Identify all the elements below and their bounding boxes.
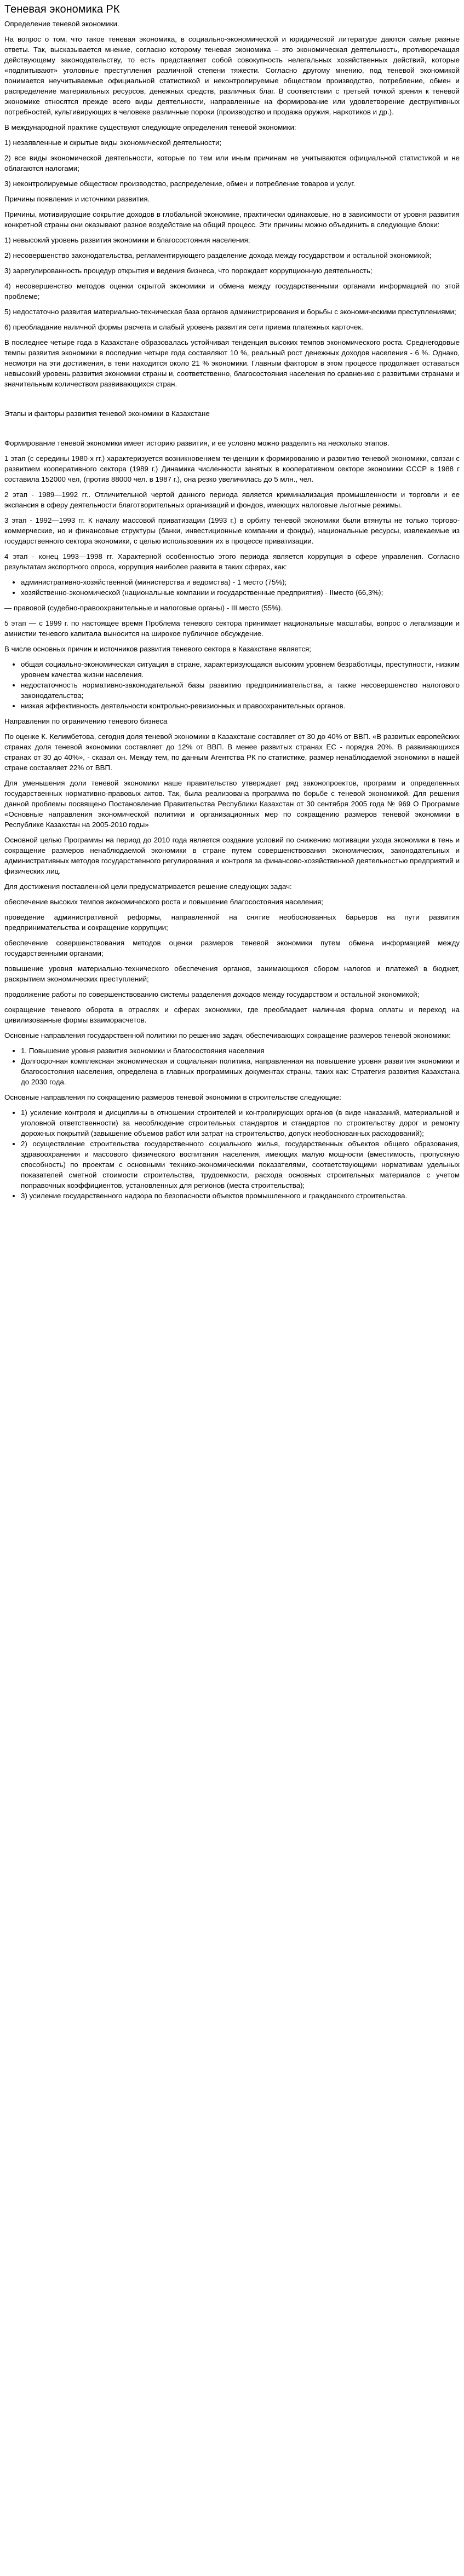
paragraph: 6) преобладание наличной формы расчета и слабый уровень развития сети приема платежных карточек. [4,323,363,331]
bullet-list [4,577,460,598]
paragraph: По оценке К. Келимбетова, сегодня доля теневой экономики в Казахстане составляет от 30 до 40% от ВВП. «В развитых европейских странах доля теневой экономики составляет до 12% от ВВП. В менее развитых странах ЕС - порядка 20%. В развивающихся странах от 30 до 40%», - сказал он. Между тем, по данным Агентства РК по статистике, размер ненаблюдаемой экономики в нашей стране составляет 22% от ВВП. [4,732,460,772]
bullet-list [4,1107,460,1201]
page-title: Теневая экономика РК [4,3,120,15]
paragraph: 1 этап (с середины 1980-х гг.) характеризуется возникновением тенденции к формированию и развитию теневой экономики, связан с развитием кооперативного сектора (1989 г.) Динамика численности занятых в кооперативном секторе экономики СССР в 1988 г составила 152000 чел, (против 88000 чел. в 1987 г.), она резко увеличилась до 5 млн., чел. [4,454,460,483]
paragraph: 2) все виды экономической деятельности, которые по тем или иным причинам не учитываются официальной статистикой и не облагаются налогами; [4,154,460,172]
document [0,0,464,1214]
paragraph: 5) недостаточно развитая материально-техническая база органов администрирования и борьбы с экономическими преступлениями; [4,308,456,316]
paragraph: повышение уровня материально-технического обеспечения органов, занимающихся сбором налогов и платежей в бюджет, раскрытием экономических преступлений; [4,964,460,983]
paragraph: 2 этап - 1989—1992 гг.. Отличительной чертой данного периода является криминализация промышленности и торговли и ее экспансия в сферу деятельности благотворительных организаций и фондов, имеющих налоговые льготные режимы. [4,490,460,509]
paragraph: В последнее четыре года в Казахстане образовалась устойчивая тенденция высоких темпов экономического роста. Среднегодовые темпы развития экономики в последние четыре года составляют 10 %, реальный рост денежных доходов населения - 6 %. Однако, несмотря на эти достижения, в тени находится около 21 % экономики. Главным фактором в этом процессе продолжает оставаться невысокий уровень развития экономики страны и, соответственно, благосостояния населения по сравнению с развитыми странами и значительным количеством развивающихся стран. [4,338,460,388]
paragraph: Определение теневой экономики. [4,20,119,28]
paragraph: обеспечение высоких темпов экономического роста и повышение благосостояния населения; [4,898,323,906]
paragraph: Основные направления государственной политики по решению задач, обеспечивающих сокращение размеров теневой экономики: [4,1031,451,1039]
paragraph: 1) невысокий уровень развития экономики и благосостояния населения; [4,236,250,244]
paragraph: 4 этап - конец 1993—1998 гг. Характерной особенностью этого периода является коррупция в сфере управления. Согласно результатам экспортного опроса, коррупция наиболее развита в таких сферах, как: [4,552,460,571]
spacer [4,424,460,438]
list-item: • 3) усиление государственного надзора по безопасности объектов промышленного и гражданского строительства. [21,1191,460,1201]
paragraph: сокращение теневого оборота в отраслях и сферах экономики, где преобладает наличная форма оплаты и переход на цивилизованные формы взаиморасчетов. [4,1006,460,1024]
paragraph: Основные направления по сокращению размеров теневой экономики в строительстве следующие: [4,1093,341,1101]
list-item: • низкая эффективность деятельности контрольно-ревизионных и правоохранительных органов. [21,701,460,711]
paragraph: 3) зарегулированность процедур открытия и ведения бизнеса, что порождает коррупционную деятельность; [4,267,373,275]
bullet-list [4,659,460,711]
list-item: • хозяйственно-экономической (национальные компании и государственные предприятия) - IIместо (66,3%); [21,587,460,598]
paragraph: 2) несовершенство законодательства, регламентирующего разделение дохода между государством и остальной экономикой; [4,251,432,259]
paragraph: На вопрос о том, что такое теневая экономика, в социально-экономической и юридической литературе даются самые разные ответы. Так, высказывается мнение, согласно которому теневая экономика – это экономическая деятельность, противоречащая действующему законодательству, то есть представляет собой совокупность нелегальных хозяйственных действий, которые «подпитывают» уголовные преступления различной степени тяжести. Согласно другому мнению, под теневой экономикой понимается неучитываемые официальной статистикой и неконтролируемые обществом производство, потребление, обмен и распределение материальных ресурсов, денежных средств, различных благ. В соответствии с третьей точкой зрения к теневой экономике относятся прежде всего виды деятельности, направленные на формирование или удовлетворение деструктивных потребностей, культивирующих в человеке различные пороки (производство и продажа оружия, наркотиков и др.). [4,35,460,116]
list-item: • 2) осуществление строительства государственного социального жилья, государственных объектов общего образования, здравоохранения и массового физического воспитания населения, имеющих малую мощности (вместимость, пропускную способность) по проектам с основными технико-экономическими показателями, соответствующими нормативам удельных показателей сметной стоимости строительства, трудоемкости, расхода основных строительных материалов с учетом поправочных коэффициентов, установленных для регионов (места строительства); [21,1139,460,1191]
paragraph: 4) несовершенство методов оценки скрытой экономики и обмена между государственными органами информацией по этой проблеме; [4,282,460,301]
paragraph: 5 этап — с 1999 г. по настоящее время Проблема теневого сектора принимает национальные масштабы, вопрос о легализации и амнистии теневого капитала выносится на широкое публичное обсуждение. [4,619,460,638]
paragraph: В международной практике существуют следующие определения теневой экономики: [4,123,296,131]
paragraph: Формирование теневой экономики имеет историю развития, и ее условно можно разделить на несколько этапов. [4,439,389,447]
paragraph: Основной целью Программы на период до 2010 года является создание условий по снижению мотивации ухода экономики в тень и сокращение размеров ненаблюдаемой экономики в стране путем совершенствования экономических, законодательных и административных методов государственного регулирования и контроля за финансово-хозяйственной деятельностью предприятий и физических лиц. [4,836,460,875]
list-item: • недостаточность нормативно-законодательной базы развитию предпринимательства, а также несовершенство налогового законодательства; [21,680,460,701]
document-body [4,19,460,1201]
paragraph: Причины, мотивирующие сокрытие доходов в глобальной экономике, практически одинаковые, но в зависимости от уровня развития конкретной страны они оказывают разное воздействие на общий процесс. Эти причины можно объединить в следующие блоки: [4,210,460,229]
bullet-list [4,1046,460,1087]
paragraph: — правовой (судебно-правоохранительные и налоговые органы) - III место (55%). [4,604,283,612]
list-item: • 1. Повышение уровня развития экономики и благосостояния населения [21,1046,460,1056]
list-item: • административно-хозяйственной (министерства и ведомства) - 1 место (75%); [21,577,460,587]
spacer [4,394,460,408]
paragraph: Направления по ограничению теневого бизнеса [4,717,168,725]
paragraph: 3 этап - 1992—1993 гг. К началу массовой приватизации (1993 г.) в орбиту теневой экономики были втянуты не только торгово-коммерческие, но и финансовые структуры (банки, инвестиционные компании и фонды), национальные ресурсы, извлекаемые из государственного сектора экономики, с целью использования их в процессе приватизации. [4,516,460,545]
paragraph: обеспечение совершенствования методов оценки размеров теневой экономики путем обмена информацией между государственными органами; [4,939,460,957]
list-item: • 1) усиление контроля и дисциплины в отношении строителей и контролирующих органов (в виде наказаний, материальной и уголовной ответственности) за несоблюдение строительных стандартов и стандартов по строительству дорог и ремонту дорожных покрытий (завышение объемов работ или затрат на строительство, допуск необоснованных расходований); [21,1107,460,1139]
paragraph: Для достижения поставленной цели предусматривается решение следующих задач: [4,882,292,891]
paragraph: Этапы и факторы развития теневой экономики в Казахстане [4,409,210,418]
list-item: • Долгосрочная комплексная экономическая и социальная политика, направленная на повышение уровня развития экономики и благосостояния населения, определена в главных программных документах страны, таких как: Стратегия развития Казахстана до 2030 года. [21,1056,460,1087]
paragraph: Для уменьшения доли теневой экономики наше правительство утверждает ряд законопроектов, программ и определенных государственных нормативно-правовых актов. Так, была реализована программа по борьбе с теневой экономикой. Для решения данной проблемы посвящено Постановление Правительства Республики Казахстан от 30 сентября 2005 года № 969 О Программе «Основные направления экономической политики и организационных мер по сокращению размеров теневой экономики в Республике Казахстан на 2005-2010 годы» [4,779,460,829]
paragraph: В числе основных причин и источников развития теневого сектора в Казахстане является; [4,645,311,653]
paragraph: проведение административной реформы, направленной на снятие необоснованных барьеров на пути развития предпринимательства и сокращение коррупции; [4,913,460,932]
paragraph: Причины появления и источники развития. [4,195,150,203]
list-item: • общая социально-экономическая ситуация в стране, характеризующаяся высоким уровнем безработицы, преступности, низким уровнем качества жизни населения. [21,659,460,680]
paragraph: 1) незаявленные и скрытые виды экономической деятельности; [4,138,222,147]
paragraph: 3) неконтролируемые обществом производство, распределение, обмен и потребление товаров и услуг. [4,180,356,188]
paragraph: продолжение работы по совершенствованию системы разделения доходов между государством и остальной экономикой; [4,990,420,998]
